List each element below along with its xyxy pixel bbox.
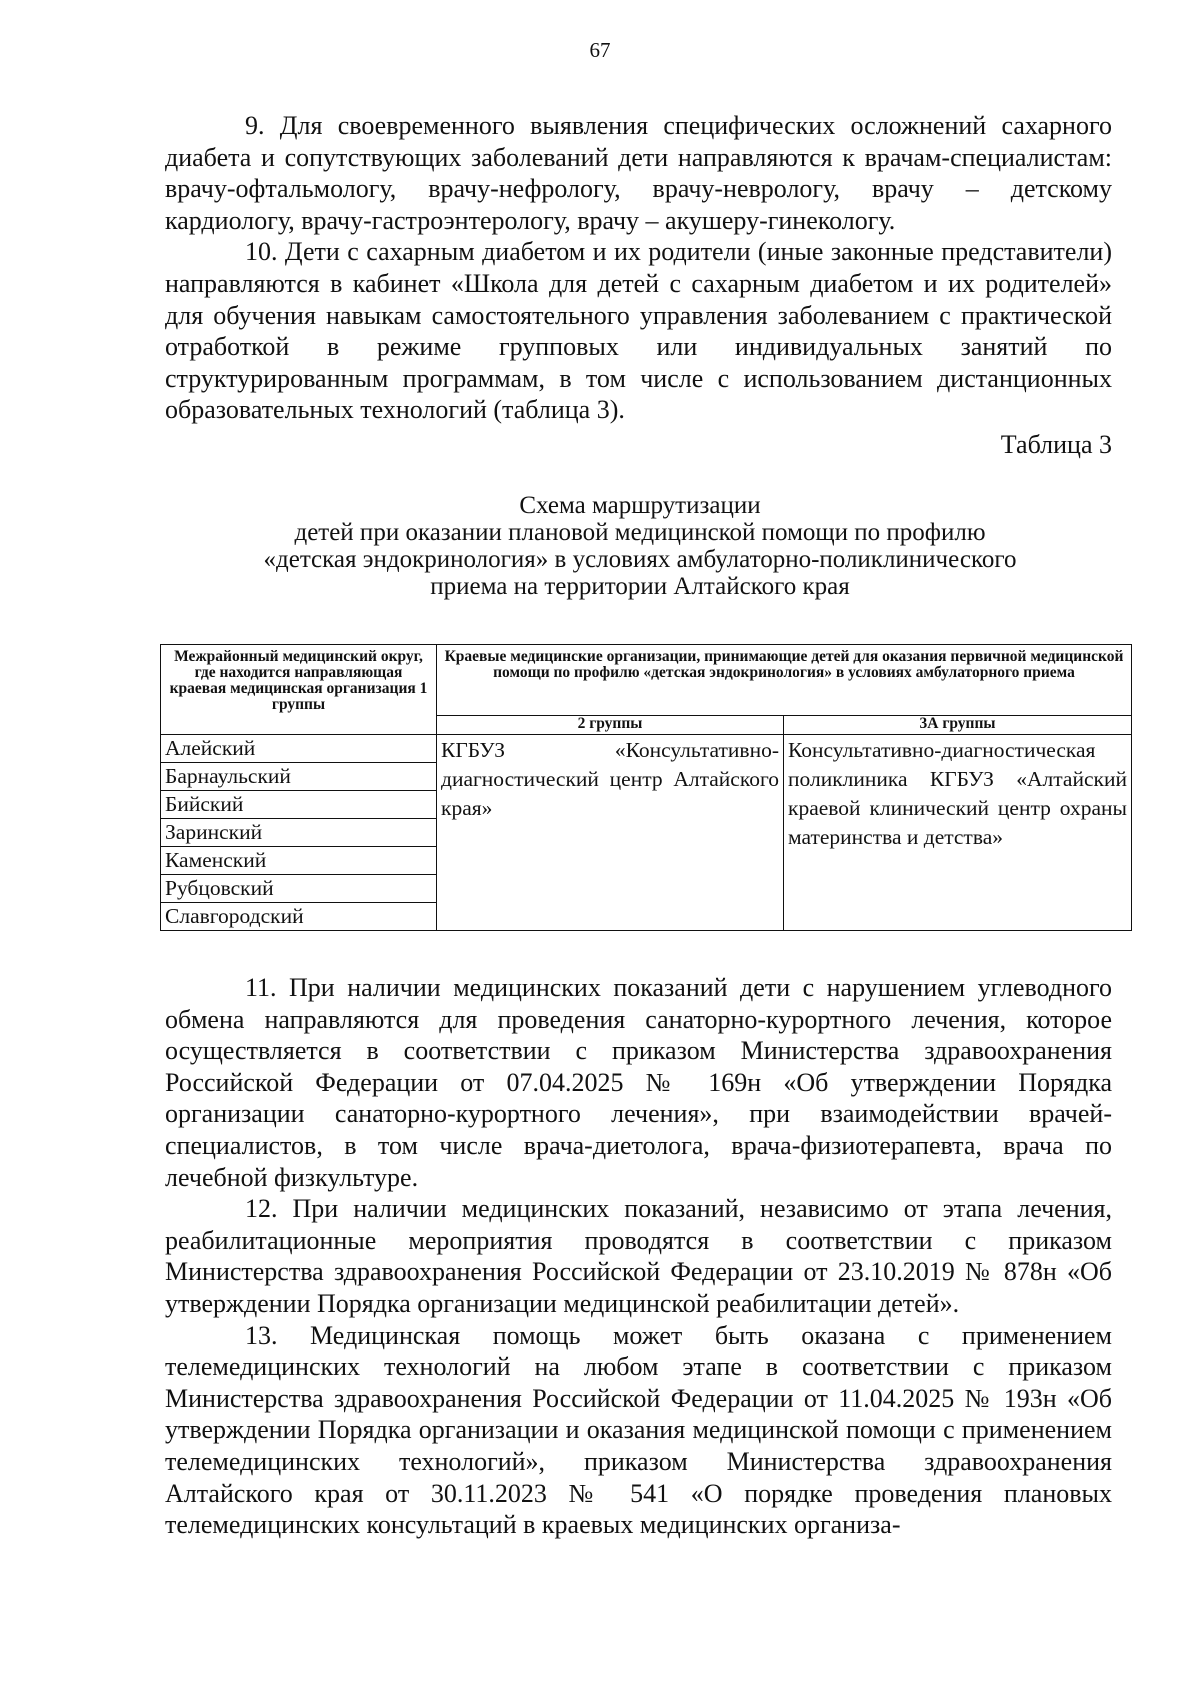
table-title-line: Схема маршрутизации	[519, 492, 761, 519]
table-title-line: «детская эндокринология» в условиях амбулаторно-поликлинического	[263, 546, 1017, 573]
paragraph-11: 11. При наличии медицинских показаний дети с нарушением углеводного обмена направляются для проведения санаторно-курортного лечения, которое осуществляется в соответствии с приказом Министерства здравоохранения Российской Федерации от 07.04.2025 № 169н «Об утверждении Порядка организации санаторно-курортного лечения», при взаимодействии врачей-специалистов, в том числе врача-диетолога, врача-физиотерапевта, врача по лечебной физкультуре.	[165, 973, 1112, 1192]
paragraph-12: 12. При наличии медицинских показаний, независимо от этапа лечения, реабилитационные мероприятия проводятся в соответствии с приказом Министерства здравоохранения Российской Федерации от 23.10.2019 № 878н «Об утверждении Порядка организации медицинской реабилитации детей».	[165, 1194, 1112, 1318]
header-district: Межрайонный медицинский округ, где находится направляющая краевая медицинская организация 1 группы	[161, 645, 437, 735]
district-cell: Каменский	[161, 847, 437, 875]
district-cell: Алейский	[161, 735, 437, 763]
table-title-line: детей при оказании плановой медицинской помощи по профилю	[294, 519, 986, 546]
district-cell: Барнаульский	[161, 763, 437, 791]
paragraph-13: 13. Медицинская помощь может быть оказана с применением телемедицинских технологий на любом этапе в соответствии с приказом Министерства здравоохранения Российской Федерации от 11.04.2025 № 193н «Об утверждении Порядка организации и оказания медицинской помощи с применением телемедицинских технологий», приказом Министерства здравоохранения Алтайского края от 30.11.2023 № 541 «О порядке проведения плановых телемедицинских консультаций в краевых медицинских организа-	[165, 1320, 1112, 1540]
district-cell: Бийский	[161, 791, 437, 819]
table-title-line: приема на территории Алтайского края	[430, 573, 850, 600]
table-title	[160, 492, 1120, 600]
table-label: Таблица 3	[1000, 430, 1112, 459]
header-group-2: 2 группы	[437, 716, 784, 735]
header-group-3a: 3А группы	[784, 716, 1132, 735]
page-number: 67	[589, 38, 611, 62]
org-group-2-cell	[437, 735, 784, 931]
district-cell: Рубцовский	[161, 875, 437, 903]
org-group-2-text: КГБУЗ «Консультативно-диагностический центр Алтайского края»	[441, 738, 779, 820]
paragraphs-top	[165, 110, 1112, 426]
paragraph-10: 10. Дети с сахарным диабетом и их родители (иные законные представители) направляются в кабинет «Школа для детей с сахарным диабетом и их родителей» для обучения навыкам самостоятельного управления заболеванием с практической отработкой в режиме групповых или индивидуальных занятий по структурированным программам, в том числе с использованием дистанционных образовательных технологий (таблица 3).	[165, 237, 1112, 425]
paragraph-9: 9. Для своевременного выявления специфических осложнений сахарного диабета и сопутствующих заболеваний дети направляются к врачам-специалистам: врачу-офтальмологу, врачу-нефрологу, врачу-неврологу, врачу – детскому кардиологу, врачу-гастроэнтерологу, врачу – акушеру-гинекологу.	[165, 111, 1112, 235]
org-group-3a-cell	[784, 735, 1132, 931]
routing-table	[160, 644, 1132, 931]
header-organizations: Краевые медицинские организации, принимающие детей для оказания первичной медицинской помощи по профилю «детская эндокринология» в условиях амбулаторного приема	[437, 645, 1132, 716]
paragraphs-bottom	[165, 972, 1112, 1541]
district-cell: Славгородский	[161, 903, 437, 931]
org-group-3a-text: Консультативно-диагностическая поликлиника КГБУЗ «Алтайский краевой клинический центр охраны материнства и детства»	[788, 738, 1127, 849]
district-cell: Заринский	[161, 819, 437, 847]
